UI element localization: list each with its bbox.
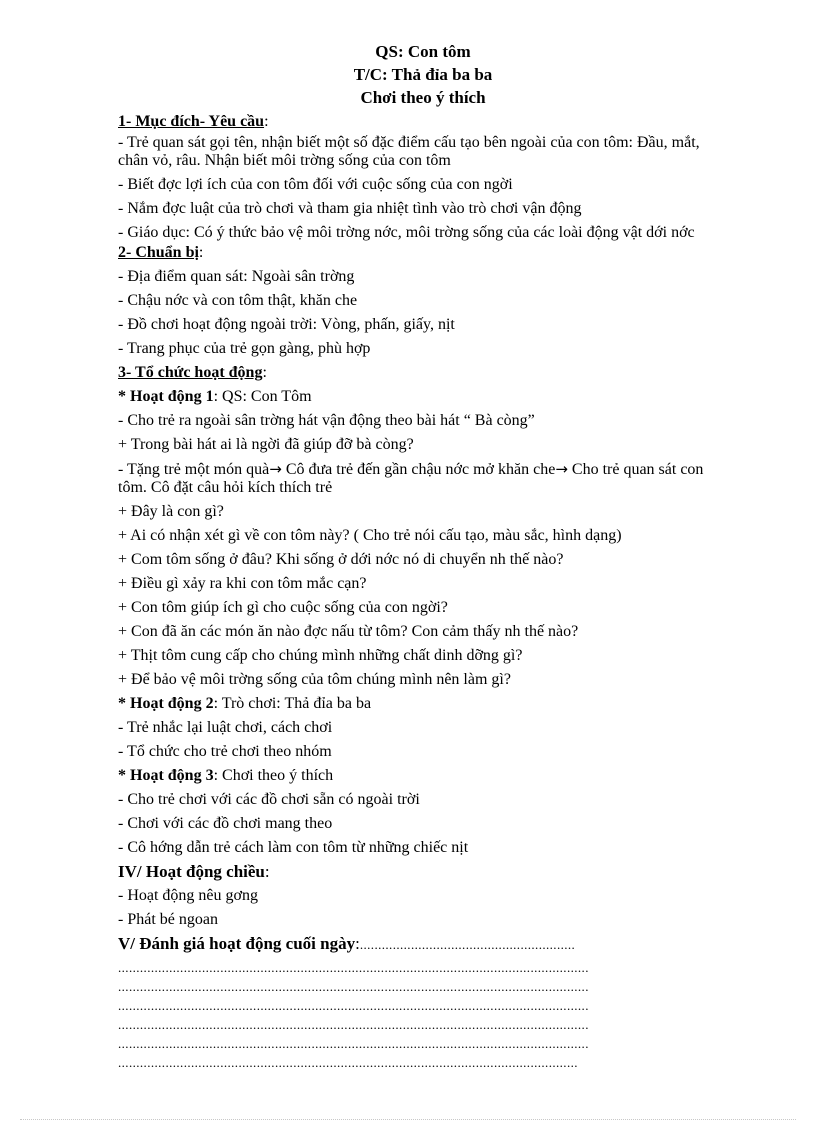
activity-1-question: + Con tôm giúp ích gì cho cuộc sống của con ngời? [118,599,448,616]
title-lesson: QS: Con tôm [375,42,471,61]
right-arrow-icon: → [269,460,282,478]
activity-1-question: + Đây là con gì? [118,503,224,520]
activity-1-question: + Để bảo vệ môi trờng sống của tôm chúng mình nên làm gì? [118,671,511,688]
evaluation-dots: ........................................................... [359,937,576,952]
section-1-item: - Biết đợc lợi ích của con tôm đối với cuộc sống của con ngời [118,176,513,193]
title-block [0,40,816,109]
activity-2-item: - Tổ chức cho trẻ chơi theo nhóm [118,743,332,760]
activity-1-question: + Com tôm sống ở đâu? Khi sống ở dới nớc nó di chuyển nh thế nào? [118,551,564,568]
activity-1-question: + Con đã ăn các món ăn nào đợc nấu từ tôm? Con cảm thấy nh thế nào? [118,623,579,640]
evaluation-dot-line: ................................................................................................................................. [118,960,589,975]
evaluation-dot-line: ................................................................................................................................. [118,1017,589,1032]
section-4-heading: IV/ Hoạt động chiều: [118,862,270,881]
right-arrow-icon: → [555,460,568,478]
evaluation-dot-line: .............................................................................................................................. [118,1055,578,1070]
page-bottom-rule [20,1119,796,1120]
activity-3-heading: * Hoạt động 3: Chơi theo ý thích [118,767,334,784]
activity-2-heading: * Hoạt động 2: Trò chơi: Thả đỉa ba ba [118,695,372,712]
activity-1-item: - Cho trẻ ra ngoài sân trờng hát vận động theo bài hát “ Bà còng” [118,412,535,429]
section-1-item: - Giáo dục: Có ý thức bảo vệ môi trờng nớc, môi trờng sống của các loài động vật dới nớc [118,224,695,241]
activity-1-heading: * Hoạt động 1: QS: Con Tôm [118,388,312,405]
evaluation-dot-line: ................................................................................................................................. [118,979,589,994]
title-game: T/C: Thả đỉa ba ba [353,65,493,84]
section-2-item: - Chậu nớc và con tôm thật, khăn che [118,292,358,309]
section-5-heading: V/ Đánh giá hoạt động cuối ngày:........................................................... [118,934,576,953]
activity-2-item: - Trẻ nhắc lại luật chơi, cách chơi [118,719,333,736]
title-free-play: Chơi theo ý thích [360,88,486,107]
activity-1-question: + Ai có nhận xét gì về con tôm này? ( Cho trẻ nói cấu tạo, màu sắc, hình dạng) [118,527,622,544]
document-body [118,113,728,1073]
section-1-item: - Nắm đợc luật của trò chơi và tham gia nhiệt tình vào trò chơi vận động [118,200,582,217]
evaluation-dot-line: ................................................................................................................................. [118,1036,589,1051]
activity-1-gift-item: - Tặng trẻ một món quà→ Cô đưa trẻ đến gần chậu nớc mở khăn che→ Cho trẻ quan sát con tôm. Cô đặt câu hỏi kích thích trẻ [118,460,704,496]
section-2-item: - Đồ chơi hoạt động ngoài trời: Vòng, phấn, giấy, nịt [118,316,455,333]
section-3-heading: 3- Tổ chức hoạt động: [118,364,267,381]
activity-3-item: - Cô hớng dẫn trẻ cách làm con tôm từ những chiếc nịt [118,839,469,856]
activity-3-item: - Chơi với các đồ chơi mang theo [118,815,333,832]
section-1-heading: 1- Mục đích- Yêu cầu: [118,113,269,130]
section-2-heading: 2- Chuẩn bị: [118,244,204,261]
section-2-item: - Địa điểm quan sát: Ngoài sân trờng [118,268,355,285]
activity-1-question: + Thịt tôm cung cấp cho chúng mình những chất dinh dỡng gì? [118,647,523,664]
activity-3-item: - Cho trẻ chơi với các đồ chơi sẵn có ngoài trời [118,791,420,808]
activity-1-item: + Trong bài hát ai là ngời đã giúp đỡ bà còng? [118,436,414,453]
evaluation-dot-line: ................................................................................................................................. [118,998,589,1013]
section-2-item: - Trang phục của trẻ gọn gàng, phù hợp [118,340,371,357]
activity-1-question: + Điều gì xảy ra khi con tôm mắc cạn? [118,575,367,592]
section-1-item: - Trẻ quan sát gọi tên, nhận biết một số đặc điểm cấu tạo bên ngoài của con tôm: Đầu, mắt, chân vỏ, râu. Nhận biết môi trờng sống của con tôm [118,134,700,169]
section-4-item: - Phát bé ngoan [118,911,218,928]
section-4-item: - Hoạt động nêu gơng [118,887,258,904]
